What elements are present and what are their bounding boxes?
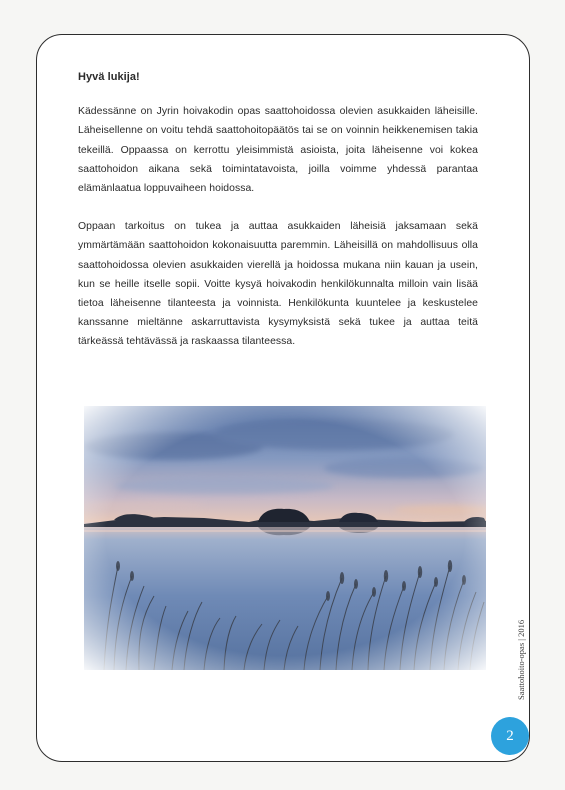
page-number-badge bbox=[491, 717, 529, 755]
main-content bbox=[78, 68, 478, 371]
greeting-heading: Hyvä lukija! bbox=[78, 71, 140, 83]
page-number: 2 bbox=[506, 727, 514, 744]
paragraph-intro: Kädessänne on Jyrin hoivakodin opas saattohoidossa olevien asukkaiden läheisille. Läheisellenne on voitu tehdä saattohoitopäätös tai se on voinnin heikkenemisen takia tekeillä. Oppaassa on kerrottu yleisimmistä asioista, joita läheisenne voi kokea saattohoidon aikana sekä toimintatavoista, joilla voimme yhdessä parantaa elämänlaatua loppuvaiheen hoidossa. bbox=[78, 106, 478, 195]
lake-sunset-photo bbox=[84, 406, 486, 670]
footer-guide-label: Saattohoito-opas | 2016 bbox=[516, 619, 526, 700]
paragraph-purpose: Oppaan tarkoitus on tukea ja auttaa asukkaiden läheisiä jaksamaan sekä ymmärtämään saattohoidon kokonaisuutta paremmin. Läheisillä on mahdollisuus olla saattohoidossa olevien asukkaiden vierellä ja hoidossa mukana niin kauan ja usein, kun se heille itselle sopii. Voitte kysyä hoivakodin henkilökunnalta milloin vain lisää tietoa läheisenne tilanteesta ja voinnista. Henkilökunta kuuntelee ja keskustelee kanssanne mieltänne askarruttavista kysymyksistä sekä tukee ja auttaa teitä tärkeässä tehtävässä ja raskaassa tilanteessa. bbox=[78, 221, 478, 348]
